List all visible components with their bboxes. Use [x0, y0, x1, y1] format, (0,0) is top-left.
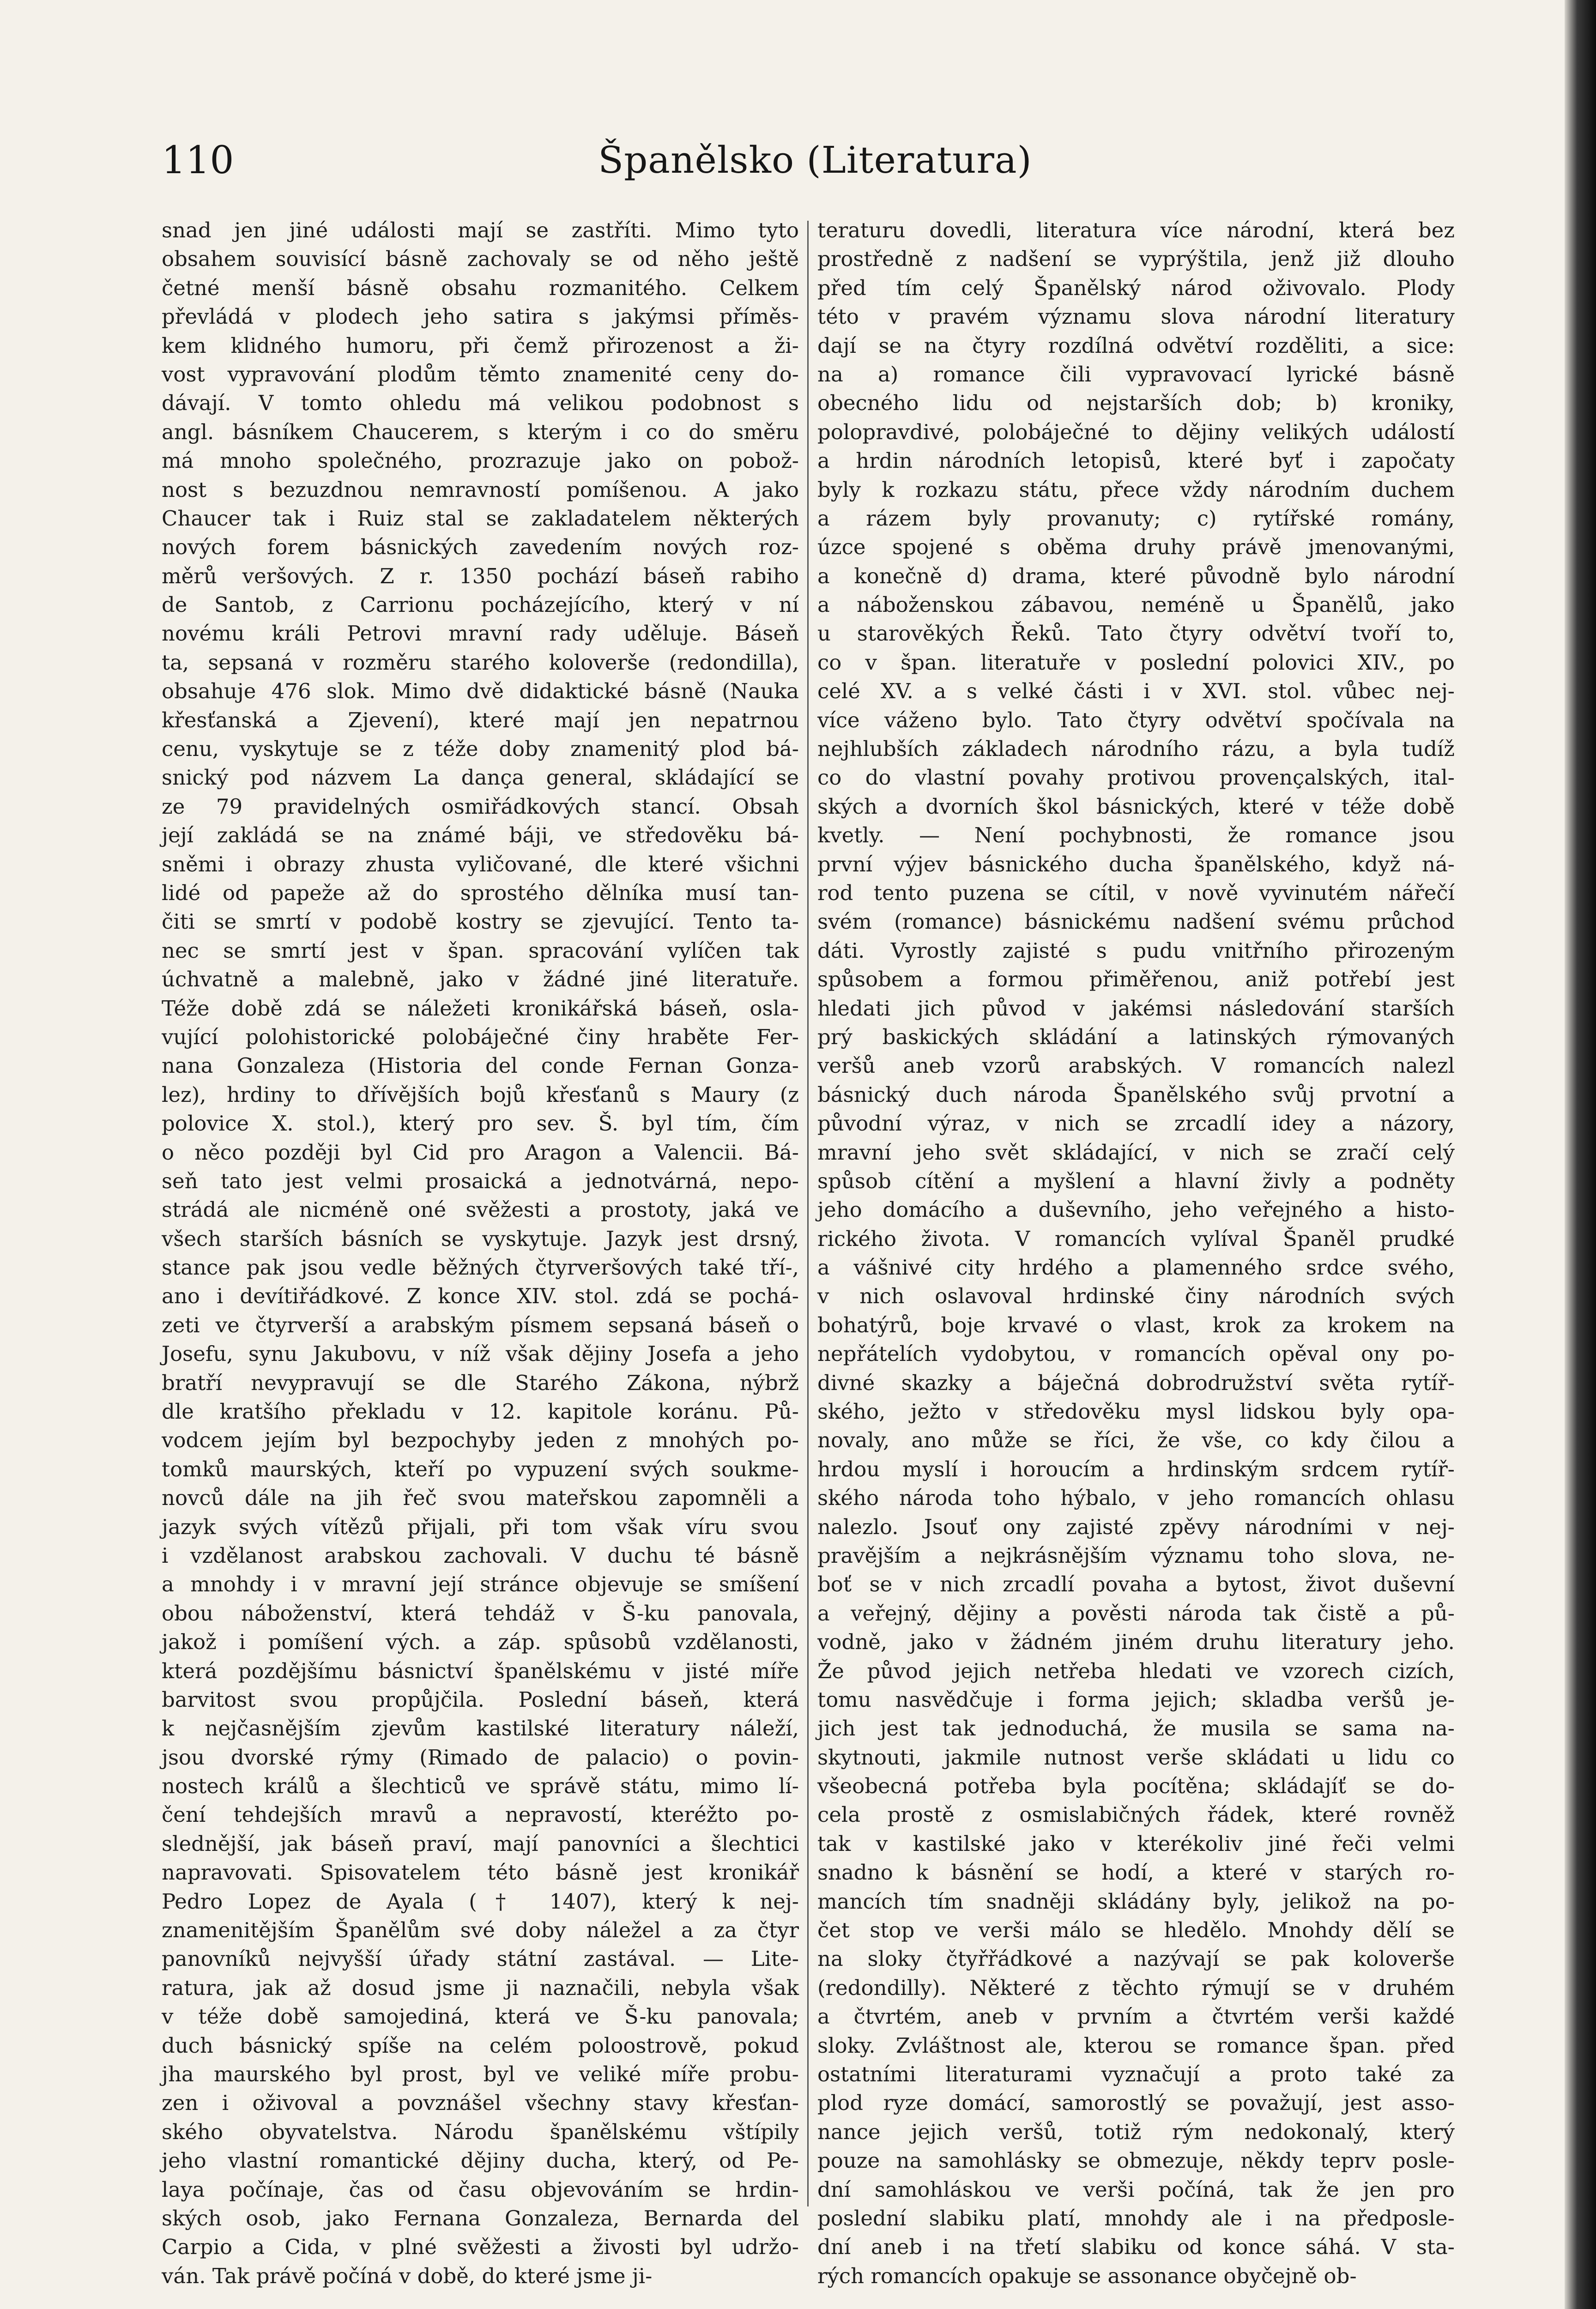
text-line: divné skazky a báječná dobrodružství světa rytíř- — [817, 1370, 1455, 1395]
text-line: i vzdělanost arabskou zachovali. V duchu té básně — [162, 1543, 799, 1568]
text-line: tomu nasvědčuje i forma jejich; skladba veršů je- — [817, 1687, 1455, 1712]
text-line: vodcem jejím byl bezpochyby jeden z mnohých po- — [162, 1428, 799, 1453]
text-line: ratura, jak až dosud jsme ji naznačili, nebyla však — [162, 1975, 799, 2000]
text-line: byly k rozkazu státu, přece vždy národním duchem — [817, 477, 1455, 502]
text-line: angl. básníkem Chaucerem, s kterým i co do směru — [162, 419, 799, 444]
text-line: polopravdivé, polobáječné to dějiny velikých událostí — [817, 419, 1455, 444]
running-title: Španělsko (Literatura) — [598, 139, 1032, 181]
text-line: jeho vlastní romantické dějiny ducha, který, od Pe- — [162, 2148, 799, 2173]
text-line: znamenitějším Španělům své doby náležel a za čtyr — [162, 1918, 799, 1943]
text-line: nost s bezuzdnou nemravností pomíšenou. A jako — [162, 477, 799, 502]
text-line: jsou dvorské rýmy (Rimado de palacio) o povin- — [162, 1745, 799, 1770]
text-line: vující polohistorické polobáječné činy hraběte Fer- — [162, 1024, 799, 1049]
text-line: dle kratšího překladu v 12. kapitole koránu. Pů- — [162, 1399, 799, 1424]
text-line: u starověkých Řeků. Tato čtyry odvětví tvoří to, — [817, 621, 1455, 646]
text-line: měrů veršových. Z r. 1350 pochází báseň rabiho — [162, 563, 799, 588]
text-line: ze 79 pravidelných osmiřádkových stancí. Obsah — [162, 794, 799, 819]
text-line: spůsob cítění a myšlení a hlavní živly a podněty — [817, 1168, 1455, 1193]
text-line: která pozdějšímu básnictví španělskému v jisté míře — [162, 1658, 799, 1683]
text-line: dní samohláskou ve verši počíná, tak že jen pro — [817, 2177, 1455, 2202]
text-line: nostech králů a šlechticů ve správě státu, mimo lí- — [162, 1774, 799, 1799]
text-line: má mnoho společného, prozrazuje jako on pobož- — [162, 448, 799, 473]
text-line: křesťanská a Zjevení), které mají jen nepatrnou — [162, 707, 799, 732]
text-line: spůsobem a formou přiměřenou, aniž potřebí jest — [817, 967, 1455, 992]
text-line: polovice X. stol.), který pro sev. Š. byl tím, čím — [162, 1111, 799, 1136]
text-line: převládá v plodech jeho satira s jakýmsi příměs- — [162, 304, 799, 329]
text-line: ského národa toho hýbalo, v jeho romancích ohlasu — [817, 1486, 1455, 1511]
text-line: poslední slabiku platí, mnohdy ale i na předposle- — [817, 2206, 1455, 2230]
text-line: mancích tím snadněji skládány byly, jelikož na po- — [817, 1889, 1455, 1914]
text-line: sloky. Zvláštnost ale, kterou se romance špan. před — [817, 2033, 1455, 2058]
text-line: sněmi i obrazy zhusta vyličované, dle které všichni — [162, 852, 799, 876]
text-line: nana Gonzaleza (Historia del conde Fernan Gonza- — [162, 1053, 799, 1078]
text-line: její zakládá se na známé báji, ve středověku bá- — [162, 823, 799, 848]
text-line: skytnouti, jakmile nutnost verše skládati u lidu co — [817, 1745, 1455, 1770]
text-line: boť se v nich zrcadlí povaha a bytost, život duševní — [817, 1572, 1455, 1597]
text-line: (redondilly). Některé z těchto rýmují se v druhém — [817, 1975, 1455, 2000]
text-line: vost vypravování plodům těmto znamenité ceny do- — [162, 362, 799, 387]
text-line: barvitost svou propůjčila. Poslední báseň, která — [162, 1687, 799, 1712]
text-line: ského, ježto v středověku mysl lidskou byly opa- — [817, 1399, 1455, 1424]
page-header — [162, 134, 1469, 199]
text-line: jeho domácího a duševního, jeho veřejného a histo- — [817, 1197, 1455, 1222]
text-line: strádá ale nicméně oné svěžesti a prostoty, jaká ve — [162, 1197, 799, 1222]
text-line: a konečně d) drama, které původně bylo národní — [817, 563, 1455, 588]
text-line: ského obyvatelstva. Národu španělskému vštípily — [162, 2119, 799, 2144]
text-line: a rázem byly provanuty; c) rytířské romány, — [817, 506, 1455, 531]
text-line: rých romancích opakuje se assonance obyčejně ob- — [817, 2263, 1357, 2288]
text-line: de Santob, z Carrionu pocházejícího, který v ní — [162, 592, 799, 617]
text-line: prostředně z nadšení se vyprýštila, jenž již dlouho — [817, 247, 1455, 272]
text-line: ských a dvorních škol básnických, které v téže době — [817, 794, 1455, 819]
text-line: veršů aneb vzorů arabských. V romancích nalezl — [817, 1053, 1455, 1078]
text-line: dávají. V tomto ohledu má velikou podobnost s — [162, 391, 799, 416]
text-line: četné menší básně obsahu rozmanitého. Celkem — [162, 275, 799, 300]
text-line: čení tehdejších mravů a nepravostí, kteréžto po- — [162, 1802, 799, 1827]
text-line: v téže době samojediná, která ve Š-ku panovala; — [162, 2004, 799, 2029]
text-line: mravní jeho svět skládající, v nich se zračí celý — [817, 1140, 1455, 1165]
text-line: před tím celý Španělský národ oživovalo. Plody — [817, 275, 1455, 300]
text-line: a čtvrtém, aneb v prvním a čtvrtém verši každé — [817, 2004, 1455, 2029]
text-line: Téže době zdá se náležeti kronikářská báseň, osla- — [162, 996, 799, 1021]
text-line: plod ryze domácí, samorostlý se považují, jest asso- — [817, 2091, 1455, 2116]
right-column — [817, 216, 1455, 2288]
text-line: dáti. Vyrostly zajisté s pudu vnitřního přirozeným — [817, 938, 1455, 963]
text-line: snad jen jiné události mají se zastříti. Mimo tyto — [162, 218, 799, 242]
text-line: Pedro Lopez de Ayala († 1407), který k nej- — [162, 1889, 799, 1914]
text-line: jha maurského byl prost, byl ve veliké míře probu- — [162, 2062, 799, 2086]
text-line: na a) romance čili vypravovací lyrické básně — [817, 362, 1455, 387]
text-line: zen i oživoval a povznášel všechny stavy křesťan- — [162, 2091, 799, 2116]
text-line: stance pak jsou vedle běžných čtyrveršových také tří-, — [162, 1255, 799, 1280]
text-line: obsahem souvisící básně zachovaly se od něho ještě — [162, 247, 799, 272]
text-line: rod tento puzena se cítil, v nově vyvinutém nářečí — [817, 880, 1455, 905]
text-line: celé XV. a s velké části i v XVI. stol. vůbec nej- — [817, 679, 1455, 704]
text-line: napravovati. Spisovatelem této básně jest kronikář — [162, 1860, 799, 1885]
text-line: prý baskických skládání a latinských rýmovaných — [817, 1024, 1455, 1049]
text-line: všech starších básních se vyskytuje. Jazyk jest drsný, — [162, 1226, 799, 1251]
text-line: čet stop ve verši málo se hledělo. Mnohdy dělí se — [817, 1918, 1455, 1943]
text-line: a náboženskou zábavou, neméně u Španělů, jako — [817, 592, 1455, 617]
text-line: první výjev básnického ducha španělského, když ná- — [817, 852, 1455, 876]
text-line: laya počínaje, čas od času objevováním se hrdin- — [162, 2177, 799, 2202]
text-line: ostatními literaturami vyznačují a proto také za — [817, 2062, 1455, 2086]
text-line: původní výraz, v nich se zrcadlí idey a názory, — [817, 1111, 1455, 1136]
text-line: snadno k básnění se hodí, a které v starých ro- — [817, 1860, 1455, 1885]
text-line: básnický duch národa Španělského svůj prvotní a — [817, 1082, 1455, 1107]
text-line: pouze na samohlásky se obmezuje, někdy teprv posle- — [817, 2148, 1455, 2173]
text-line: tak v kastilské jako v kterékoliv jiné řeči velmi — [817, 1831, 1455, 1856]
text-line: a hrdin národních letopisů, které byť i započaty — [817, 448, 1455, 473]
text-line: Že původ jejich netřeba hledati ve vzorech cizích, — [817, 1658, 1455, 1683]
text-line: Chaucer tak i Ruiz stal se zakladatelem některých — [162, 506, 799, 531]
page-number: 110 — [162, 139, 234, 182]
text-line: všeobecná potřeba byla pocítěna; skládajíť se do- — [817, 1774, 1455, 1799]
text-line: na sloky čtyřřádkové a nazývají se pak koloverše — [817, 1946, 1455, 1971]
text-line: k nejčasnějším zjevům kastilské literatury náleží, — [162, 1716, 799, 1741]
text-line: rického života. V romancích vylíval Španěl prudké — [817, 1226, 1455, 1251]
text-line: více váženo bylo. Tato čtyry odvětví spočívala na — [817, 707, 1455, 732]
text-line: a mnohdy i v mravní její stránce objevuje se smíšení — [162, 1572, 799, 1597]
text-line: lidé od papeže až do sprostého dělníka musí tan- — [162, 880, 799, 905]
text-line: obsahuje 476 slok. Mimo dvě didaktické básně (Nauka — [162, 679, 799, 704]
text-line: nalezlo. Jsouť ony zajisté zpěvy národními v nej- — [817, 1514, 1455, 1539]
text-line: bohatýrů, boje krvavé o vlast, krok za krokem na — [817, 1312, 1455, 1337]
text-line: ta, sepsaná v rozměru starého koloverše (redondilla), — [162, 650, 799, 675]
text-line: lez), hrdiny to dřívějších bojů křesťanů s Maury (z — [162, 1082, 799, 1107]
text-line: Josefu, synu Jakubovu, v níž však dějiny Josefa a jeho — [162, 1342, 799, 1366]
text-line: kvetly. — Není pochybnosti, že romance jsou — [817, 823, 1455, 848]
text-line: úzce spojené s oběma druhy právě jmenovanými, — [817, 535, 1455, 560]
book-spine-edge — [1565, 0, 1596, 2309]
text-line: jich jest tak jednoduchá, že musila se sama na- — [817, 1716, 1455, 1741]
text-line: pravějším a nejkrásnějším významu toho slova, ne- — [817, 1543, 1455, 1568]
text-line: seň tato jest velmi prosaická a jednotvárná, nepo- — [162, 1168, 799, 1193]
text-line: jakož i pomíšení vých. a záp. spůsobů vzdělanosti, — [162, 1630, 799, 1655]
text-line: co v špan. literatuře v poslední polovici XIV., po — [817, 650, 1455, 675]
text-line: slednější, jak báseň praví, mají panovníci a šlechtici — [162, 1831, 799, 1856]
text-line: jazyk svých vítězů přijali, při tom však víru svou — [162, 1514, 799, 1539]
text-line: hledati jich původ v jakémsi následování starších — [817, 996, 1455, 1021]
text-line: teraturu dovedli, literatura více národní, která bez — [817, 218, 1455, 242]
text-line: co do vlastní povahy protivou provençalských, ital- — [817, 765, 1455, 790]
text-line: dní aneb i na třetí slabiku od konce sáhá. V sta- — [817, 2235, 1455, 2260]
text-line: nepřátelích vydobytou, v romancích opěval ony po- — [817, 1342, 1455, 1366]
text-line: ano i devítiřádkové. Z konce XIV. stol. zdá se pochá- — [162, 1284, 799, 1309]
text-line: nejhlubších základech národního rázu, a byla tudíž — [817, 737, 1455, 762]
text-line: duch básnický spíše na celém poloostrově, pokud — [162, 2033, 799, 2058]
text-line: této v pravém významu slova národní literatury — [817, 304, 1455, 329]
text-line: a veřejný, dějiny a pověsti národa tak čistě a pů- — [817, 1601, 1455, 1626]
text-line: hrdou myslí i horoucím a hrdinským srdcem rytíř- — [817, 1457, 1455, 1481]
text-line: cela prostě z osmislabičných řádek, které rovněž — [817, 1802, 1455, 1827]
text-line: tomků maurských, kteří po vypuzení svých soukme- — [162, 1457, 799, 1481]
text-line: zeti ve čtyrverší a arabským písmem sepsaná báseň o — [162, 1312, 799, 1337]
text-line: Carpio a Cida, v plné svěžesti a živosti byl udržo- — [162, 2235, 799, 2260]
text-line: vodně, jako v žádném jiném druhu literatury jeho. — [817, 1630, 1455, 1655]
text-line: obou náboženství, která tehdáž v Š-ku panovala, — [162, 1601, 799, 1626]
left-column — [162, 216, 799, 2288]
text-line: bratří nevypravují se dle Starého Zákona, nýbrž — [162, 1370, 799, 1395]
column-divider — [807, 221, 809, 2206]
text-line: a vášnivé city hrdého a plamenného srdce svého, — [817, 1255, 1455, 1280]
text-line: panovníků nejvyšší úřady státní zastával. — Lite- — [162, 1946, 799, 1971]
text-line: obecného lidu od nejstarších dob; b) kroniky, — [817, 391, 1455, 416]
text-line: úchvatně a malebně, jako v žádné jiné literatuře. — [162, 967, 799, 992]
text-line: ských osob, jako Fernana Gonzaleza, Bernarda del — [162, 2206, 799, 2230]
text-line: novaly, ano může se říci, že vše, co kdy čilou a — [817, 1428, 1455, 1453]
text-line: cenu, vyskytuje se z téže doby znamenitý plod bá- — [162, 737, 799, 762]
text-line: nových forem básnických zavedením nových roz- — [162, 535, 799, 560]
text-line: kem klidného humoru, při čemž přirozenost a ži- — [162, 333, 799, 358]
text-line: snický pod názvem La dança general, skládající se — [162, 765, 799, 790]
text-line: v nich oslavoval hrdinské činy národních svých — [817, 1284, 1455, 1309]
text-line: svém (romance) básnickému nadšení svému průchod — [817, 909, 1455, 934]
text-line: dají se na čtyry rozdílná odvětví rozděliti, a sice: — [817, 333, 1455, 358]
text-line: novému králi Petrovi mravní rady uděluje. Báseň — [162, 621, 799, 646]
text-line: o něco později byl Cid pro Aragon a Valencii. Bá- — [162, 1140, 799, 1165]
text-line: nec se smrtí jest v špan. spracování vylíčen tak — [162, 938, 799, 963]
text-line: novců dále na jih řeč svou mateřskou zapomněli a — [162, 1486, 799, 1511]
text-line: nance jejich veršů, totiž rým nedokonalý, který — [817, 2119, 1455, 2144]
text-line: ván. Tak právě počíná v době, do které jsme ji- — [162, 2263, 653, 2288]
text-line: čiti se smrtí v podobě kostry se zjevující. Tento ta- — [162, 909, 799, 934]
text-columns — [162, 216, 1482, 2288]
